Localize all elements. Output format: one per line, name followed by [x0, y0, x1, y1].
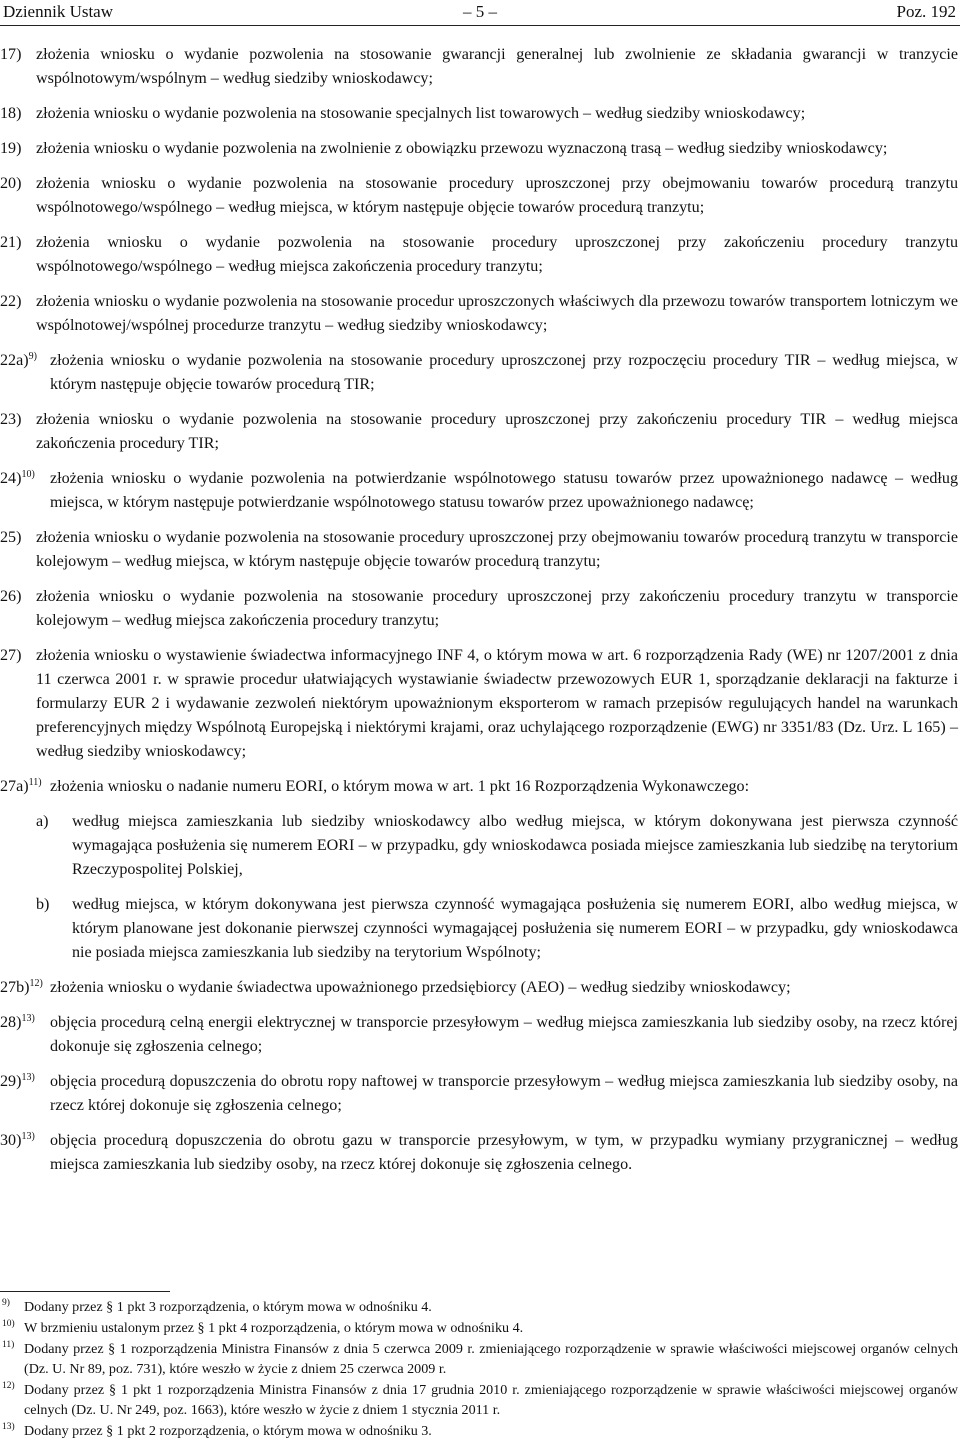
item-number: 18) [0, 105, 22, 122]
item-number: 27b)$^{12)}$ [0, 978, 43, 996]
item-number: b) [36, 896, 50, 913]
list-item [0, 137, 958, 161]
list-item [0, 102, 958, 126]
footnotes [0, 1297, 958, 1442]
item-text: według miejsca, w którym dokonywana jest pierwsza czynność wymagająca posłużenia się numerem EORI, albo według miejsca, w którym planowane jest dokonanie pierwszej czynności wymagającej posłużenia się numerem EORI – w przypadku, gdy wnioskodawca nie posiada miejsca zamieszkania lub siedziby na terytorium Wspólnoty; [72, 896, 958, 961]
item-text: według miejsca zamieszkania lub siedziby wnioskodawcy albo według miejsca, w którym dokonywana jest pierwsza czynność wymagająca posłużenia się numerem EORI – w przypadku, gdy wnioskodawca posiada miejsce zamieszkania lub siedzibę na terytorium Rzeczypospolitej Polskiej, [72, 813, 958, 878]
list-item [0, 775, 958, 799]
list-item [0, 290, 958, 338]
item-text: złożenia wniosku o wydanie pozwolenia na stosowanie procedury uproszczonej przy zakończeniu procedury tranzytu wspólnotowego/wspólnego – według miejsca zakończenia procedury tranzytu; [36, 234, 958, 275]
footnote-ref: 12) [29, 978, 43, 989]
item-number: a) [36, 813, 49, 830]
footnote [0, 1318, 958, 1338]
footnote-ref: 13) [21, 1013, 35, 1024]
sub-item [0, 810, 958, 882]
sub-item [0, 893, 958, 965]
journal-title: Dziennik Ustaw [3, 2, 114, 21]
item-text: złożenia wniosku o wydanie pozwolenia na stosowanie procedury uproszczonej przy zakończeniu procedury tranzytu w transporcie kolejowym – według miejsca zakończenia procedury tranzytu; [36, 588, 958, 629]
article-items [0, 43, 958, 1188]
item-number: 29)$^{13)}$ [0, 1072, 35, 1090]
item-text: złożenia wniosku o wydanie pozwolenia na potwierdzanie wspólnotowego statusu towarów przez upoważnionego nadawcę – według miejsca, w którym następuje potwierdzanie wspólnotowego statusu towarów przez upoważnionego nadawcę; [50, 470, 958, 511]
page-header [0, 0, 960, 26]
item-text: złożenia wniosku o wydanie pozwolenia na stosowanie procedury uproszczonej przy rozpoczęciu procedury TIR – według miejsca, w którym następuje objęcie towarów procedurą TIR; [50, 352, 958, 393]
list-item [0, 585, 958, 633]
footnote-text: W brzmieniu ustalonym przez § 1 pkt 4 rozporządzenia, o którym mowa w odnośniku 4. [24, 1320, 524, 1336]
footnote [0, 1297, 958, 1317]
item-text: objęcia procedurą dopuszczenia do obrotu gazu w transporcie przesyłowym, w tym, w przypadku wymiany przygranicznej – według miejsca zamieszkania lub siedziby osoby, na rzecz której dokonuje się zgłoszenia celnego. [50, 1132, 958, 1173]
item-number: 19) [0, 140, 22, 157]
list-item [0, 1011, 958, 1059]
item-text: złożenia wniosku o nadanie numeru EORI, o którym mowa w art. 1 pkt 16 Rozporządzenia Wykonawczego: [50, 778, 750, 795]
item-text: złożenia wniosku o wydanie pozwolenia na stosowanie gwarancji generalnej lub zwolnienie ze składania gwarancji w tranzycie wspólnotowym/wspólnym – według siedziby wnioskodawcy; [36, 46, 958, 87]
footnote-text: Dodany przez § 1 pkt 1 rozporządzenia Ministra Finansów z dnia 17 grudnia 2010 r. zmieniającego rozporządzenie w sprawie właściwości miejscowej organów celnych (Dz. U. Nr 249, poz. 1663), które weszło w życie z dniem 1 stycznia 2011 r. [24, 1382, 958, 1418]
footnote-ref: 13) [21, 1131, 35, 1142]
item-number: 26) [0, 588, 22, 605]
list-item [0, 231, 958, 279]
footnote-ref: 13) [21, 1072, 35, 1083]
item-text: złożenia wniosku o wydanie pozwolenia na stosowanie procedury uproszczonej przy obejmowaniu towarów procedurą tranzytu wspólnotowego/wspólnego – według miejsca, w którym następuje objęcie towarów procedurą tranzytu; [36, 175, 958, 216]
item-number: 22) [0, 293, 22, 310]
item-number: 17) [0, 46, 22, 63]
footnote [0, 1380, 958, 1420]
list-item [0, 408, 958, 456]
footnote-text: Dodany przez § 1 rozporządzenia Ministra Finansów z dnia 5 czerwca 2009 r. zmieniającego rozporządzenie w sprawie właściwości miejscowej organów celnych (Dz. U. Nr 89, poz. 731), które weszło w życie z dniem 25 czerwca 2009 r. [24, 1341, 958, 1377]
item-text: złożenia wniosku o wydanie pozwolenia na stosowanie procedury uproszczonej przy zakończeniu procedury TIR – według miejsca zakończenia procedury TIR; [36, 411, 958, 452]
list-item [0, 1070, 958, 1118]
footnote-ref: 11) [28, 777, 42, 788]
item-number: 21) [0, 234, 22, 251]
page-number: – 5 – [463, 2, 497, 21]
item-number: 23) [0, 411, 22, 428]
footnote-number: 10) [2, 1319, 15, 1329]
list-item [0, 1129, 958, 1177]
item-number: 22a)$^{9)}$ [0, 351, 37, 369]
footnote-number: 11) [2, 1340, 15, 1350]
list-item [0, 526, 958, 574]
item-number: 27a)$^{11)}$ [0, 777, 42, 795]
footnote [0, 1421, 958, 1441]
item-number: 24)$^{10)}$ [0, 469, 35, 487]
header-divider [0, 25, 960, 26]
list-item [0, 349, 958, 397]
list-item [0, 43, 958, 91]
item-text: złożenia wniosku o wystawienie świadectwa informacyjnego INF 4, o którym mowa w art. 6 rozporządzenia Rady (WE) nr 1207/2001 z dnia 11 czerwca 2001 r. w sprawie procedur ułatwiających wystawianie świadectw przewozowych EUR 1, sporządzanie deklaracji na fakturze i formularzy EUR 2 i wydawanie zezwoleń niektórym upoważnionym eksporterom w ramach przepisów regulujących handel na warunkach preferencyjnych między Wspólnotą Europejską i niektórymi krajami, oraz uchylającego rozporządzenie (EWG) nr 3351/83 (Dz. Urz. L 165) – według siedziby wnioskodawcy; [36, 647, 958, 760]
item-number: 28)$^{13)}$ [0, 1013, 35, 1031]
item-number: 20) [0, 175, 22, 192]
footnote-number: 9) [2, 1298, 10, 1308]
footnote-text: Dodany przez § 1 pkt 3 rozporządzenia, o którym mowa w odnośniku 4. [24, 1299, 432, 1315]
list-item [0, 172, 958, 220]
position-number: Poz. 192 [896, 2, 956, 21]
list-item [0, 976, 958, 1000]
footnote-text: Dodany przez § 1 pkt 2 rozporządzenia, o którym mowa w odnośniku 3. [24, 1423, 432, 1439]
footnote-ref: 9) [28, 351, 37, 362]
footnote-ref: 10) [21, 469, 35, 480]
item-number: 30)$^{13)}$ [0, 1131, 35, 1149]
item-text: objęcia procedurą celną energii elektrycznej w transporcie przesyłowym – według miejsca zamieszkania lub siedziby osoby, na rzecz której dokonuje się zgłoszenia celnego; [50, 1014, 958, 1055]
item-text: złożenia wniosku o wydanie pozwolenia na stosowanie specjalnych list towarowych – według siedziby wnioskodawcy; [36, 105, 806, 122]
list-item [0, 467, 958, 515]
item-text: objęcia procedurą dopuszczenia do obrotu ropy naftowej w transporcie przesyłowym – według miejsca zamieszkania lub siedziby osoby, na rzecz której dokonuje się zgłoszenia celnego; [50, 1073, 958, 1114]
footnote-divider [0, 1291, 170, 1292]
item-text: złożenia wniosku o wydanie świadectwa upoważnionego przedsiębiorcy (AEO) – według siedziby wnioskodawcy; [50, 979, 791, 996]
footnote-number: 13) [2, 1422, 15, 1432]
list-item [0, 644, 958, 764]
item-text: złożenia wniosku o wydanie pozwolenia na stosowanie procedur uproszczonych właściwych dla przewozu towarów transportem lotniczym we wspólnotowej/wspólnej procedurze tranzytu – według siedziby wnioskodawcy; [36, 293, 958, 334]
footnote [0, 1339, 958, 1379]
item-number: 27) [0, 647, 22, 664]
footnote-number: 12) [2, 1381, 15, 1391]
item-text: złożenia wniosku o wydanie pozwolenia na stosowanie procedury uproszczonej przy obejmowaniu towarów procedurą tranzytu w transporcie kolejowym – według miejsca, w którym następuje objęcie towarów procedurą tranzytu; [36, 529, 958, 570]
item-text: złożenia wniosku o wydanie pozwolenia na zwolnienie z obowiązku przewozu wyznaczoną trasą – według siedziby wnioskodawcy; [36, 140, 888, 157]
item-number: 25) [0, 529, 22, 546]
